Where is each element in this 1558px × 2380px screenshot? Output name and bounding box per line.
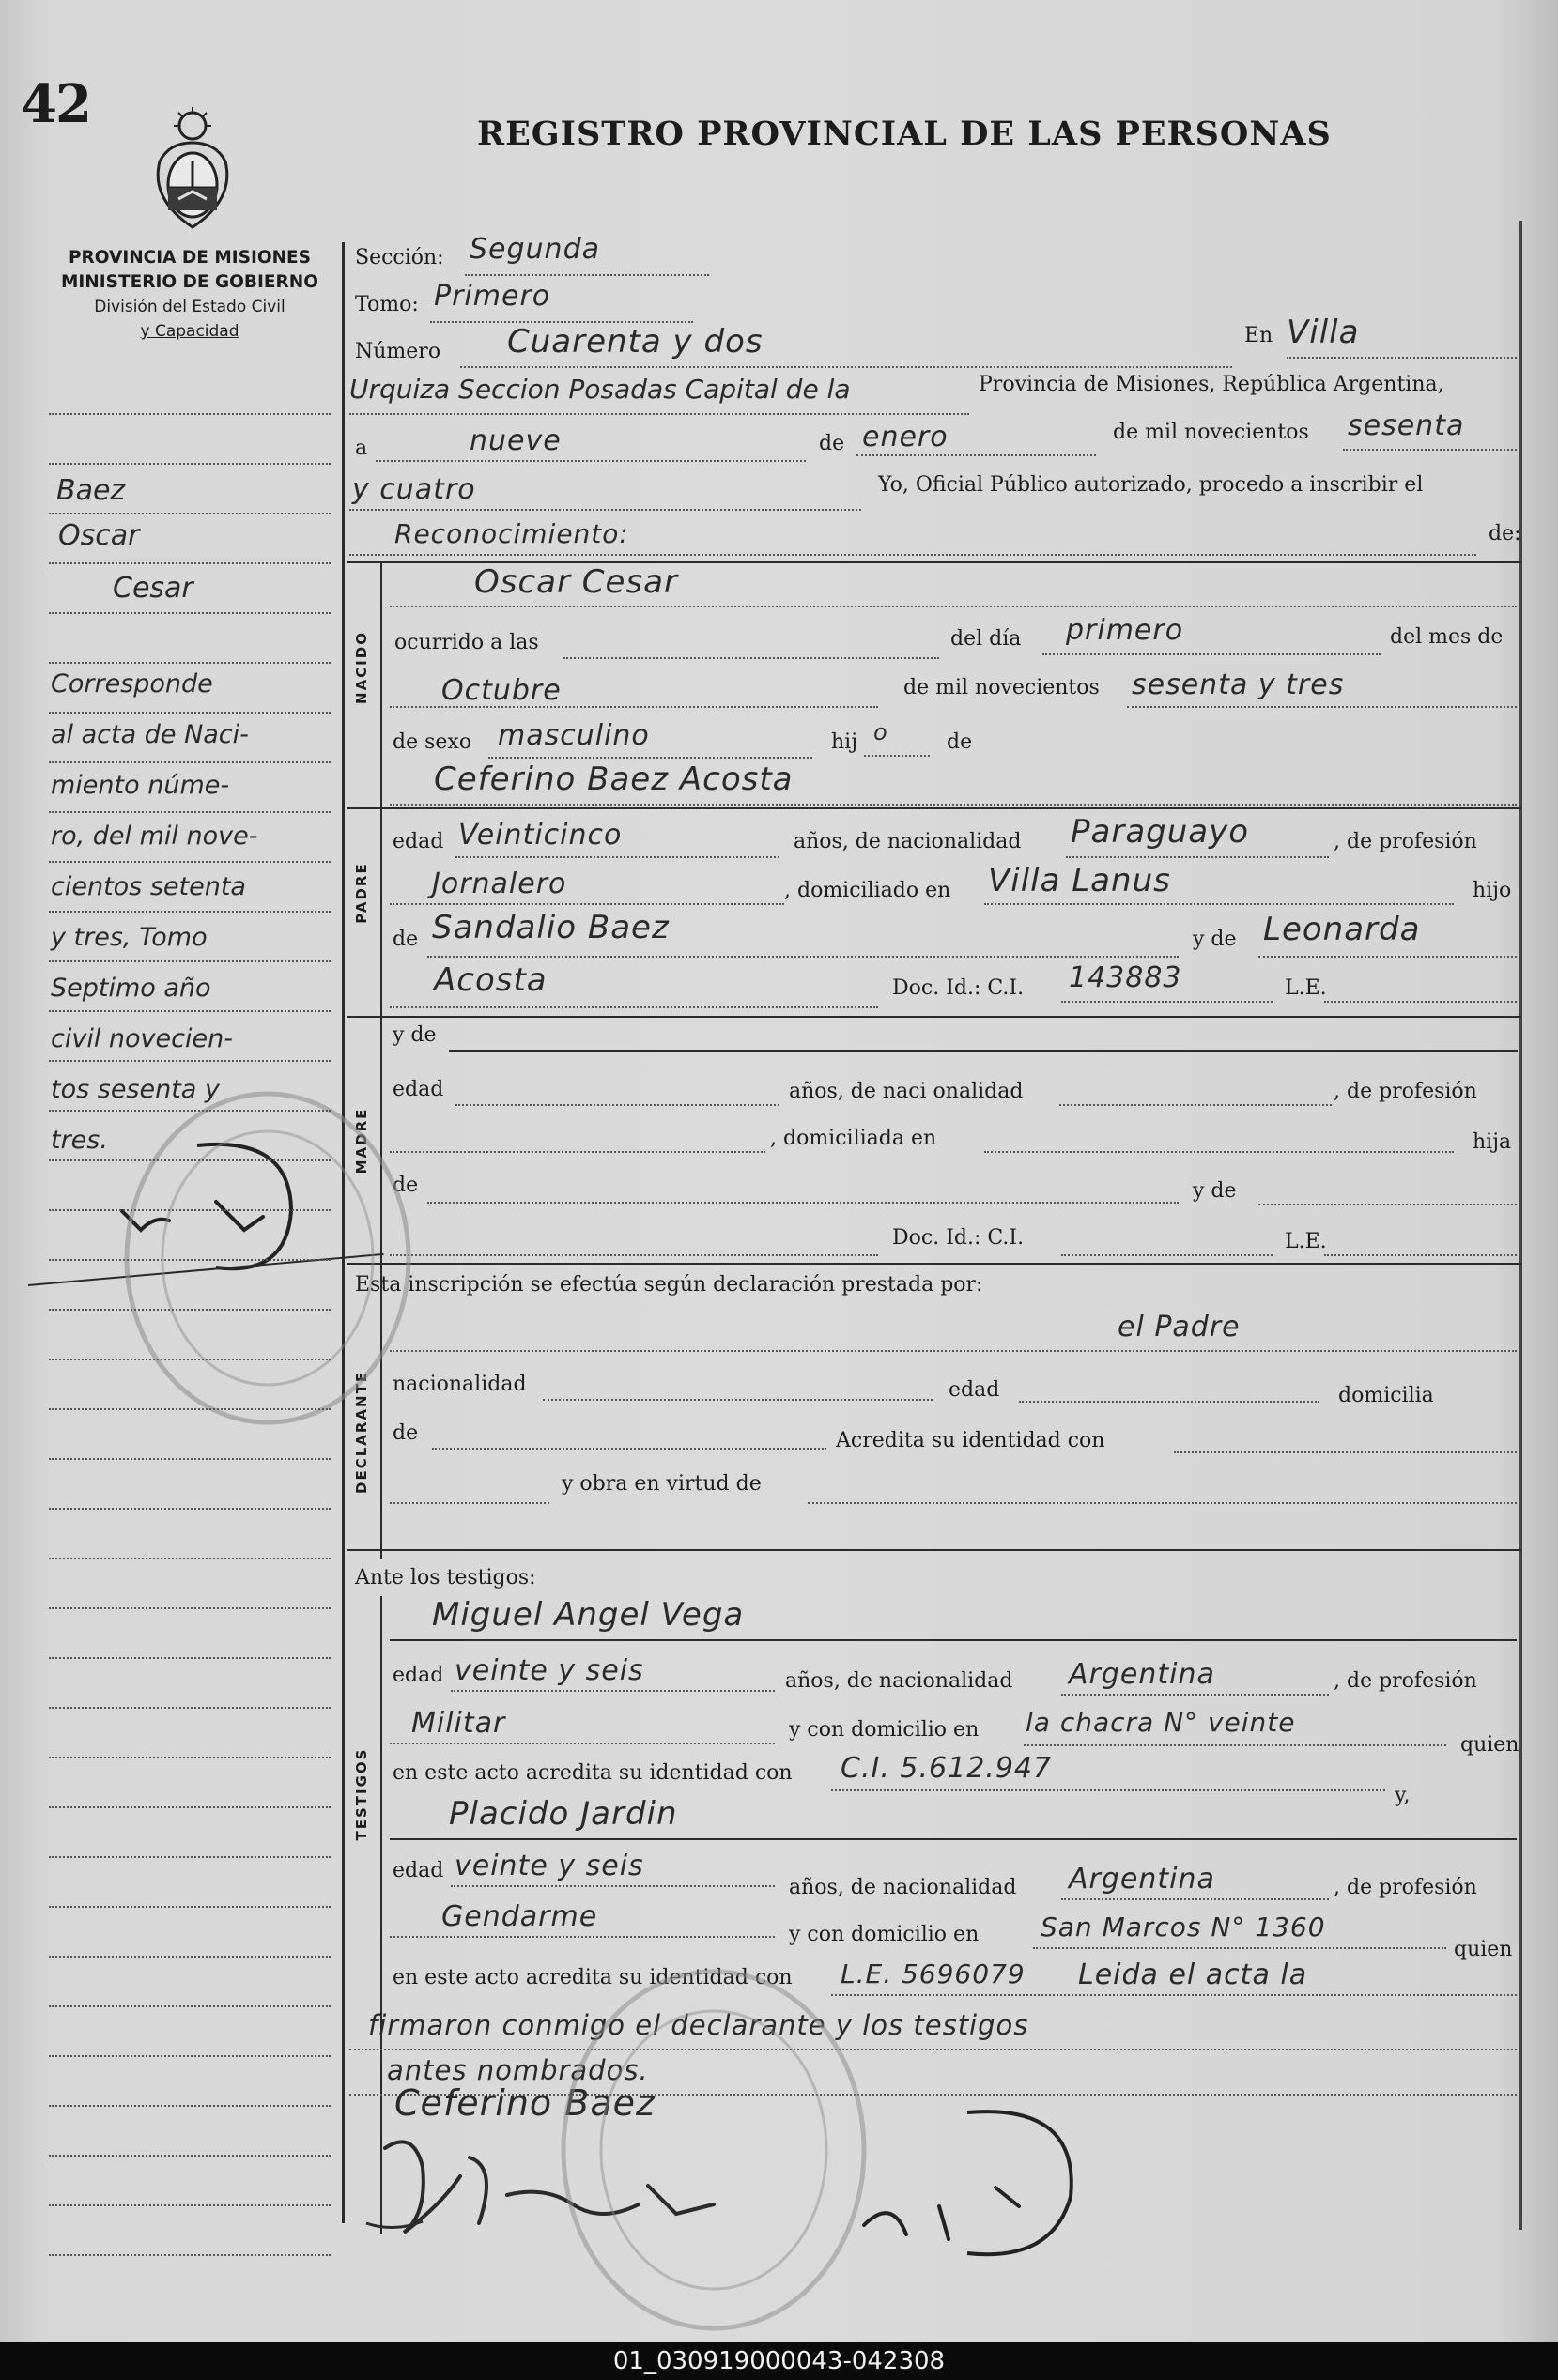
field-line-solid [449,1050,1518,1052]
t1-nac-value: Argentina [1069,1658,1215,1691]
page-title: REGISTRO PROVINCIAL DE LAS PERSONAS [477,115,1332,153]
t2-dom-value: San Marcos N° 1360 [1041,1912,1326,1942]
testigos-label: Ante los testigos: [355,1566,536,1589]
madre-yde-label-2: y de [1193,1179,1237,1203]
margin-line [49,612,331,614]
t2-prof-label: , de profesión [1334,1876,1477,1899]
field-line [543,1399,933,1401]
margin-line [49,1209,331,1211]
margin-line [49,2105,331,2107]
margin-line [49,1408,331,1410]
madre-yde-label: y de [393,1023,437,1047]
t2-acredita-label: en este acto acredita su identidad con [393,1966,793,1989]
madre-edad-label: edad [393,1078,444,1101]
field-line [390,1151,765,1153]
margin-line [49,1309,331,1311]
field-line [1019,1401,1319,1403]
padre-yde-label: y de [1193,928,1237,951]
section-separator [347,1549,1521,1551]
t1-acredita-label: en este acto acredita su identidad con [393,1761,793,1785]
field-line [390,1743,775,1744]
margin-note: tres. [51,1126,108,1155]
decl-nac-label: nacionalidad [393,1373,527,1396]
madre-hija-label: hija [1473,1130,1512,1154]
margin-line [49,2005,331,2007]
field-line-solid [390,1838,1517,1840]
margin-line [49,1060,331,1062]
side-label-testigos: TESTIGOS [353,1747,370,1841]
de-label-2: de [947,730,973,754]
t1-nac-label: años, de nacionalidad [785,1669,1013,1693]
field-line [563,657,939,659]
declaracion-label: Esta inscripción se efectúa según declaración prestada por: [355,1273,983,1297]
hij-label: hij [831,730,858,754]
anio-value-2: y cuatro [352,473,476,506]
margin-line [49,861,331,863]
padre-prof-value: Jornalero [432,868,567,900]
t1-prof-value: Militar [411,1707,506,1740]
hij-suffix: o [873,719,888,745]
declarante-value: el Padre [1118,1311,1241,1344]
t2-nac-value: Argentina [1069,1863,1215,1896]
margin-line [49,1856,331,1858]
side-label-nacido: NACIDO [353,631,370,704]
field-line [1258,956,1517,958]
tomo-label: Tomo: [355,293,419,316]
field-line [1174,1451,1517,1453]
field-line [390,1502,549,1504]
margin-note: y tres, Tomo [51,923,208,952]
a-label: a [355,437,368,460]
margin-line [49,1657,331,1659]
field-line [808,1502,1517,1504]
margin-line [49,662,331,664]
de-mil-label: de mil novecientos [1113,421,1309,444]
madre-dom-label: , domiciliada en [770,1127,937,1150]
field-line [451,1690,775,1692]
t2-prof-value: Gendarme [441,1900,598,1933]
padre-doc-label: Doc. Id.: C.I. [892,976,1025,1000]
padre-de-label: de [393,928,419,951]
margin-line [49,1359,331,1360]
en-value: Villa [1287,314,1360,351]
field-line [1059,1104,1332,1106]
margin-note: Oscar [58,519,140,552]
ocurrido-label: ocurrido a las [394,631,539,654]
field-line [390,1006,878,1008]
numero-value: Cuarenta y dos [507,323,764,361]
cierre-3: antes nombrados. [387,2054,649,2086]
section-separator [347,1016,1521,1018]
field-line [349,509,861,511]
margin-line [49,1458,331,1460]
margin-note: Cesar [113,572,193,605]
sexo-label: de sexo [393,730,472,754]
side-label-padre: PADRE [353,862,370,924]
field-line [390,804,1517,806]
t1-dom-value: la chacra N° veinte [1026,1707,1296,1738]
margin-note: ro, del mil nove- [51,821,258,851]
margin-line [49,1010,331,1012]
margin-line [49,911,331,913]
t2-edad-value: veinte y seis [455,1850,644,1882]
provincia-label: Provincia de Misiones, República Argentina, [979,373,1444,396]
seccion-value: Segunda [470,233,600,266]
field-line [465,274,709,276]
en-label: En [1244,324,1273,347]
field-line [488,757,812,759]
margin-note: Baez [56,474,126,507]
padre-prof-label: , de profesión [1334,830,1477,853]
field-line [1066,856,1329,858]
dia-value: nueve [470,424,562,457]
folio-number: 42 [21,73,90,135]
madre-prof-label: , de profesión [1334,1080,1477,1103]
margin-line [49,1607,331,1609]
field-line [1287,357,1517,359]
decl-acredita-label: Acredita su identidad con [836,1429,1105,1452]
lugar-value: Urquiza Seccion Posadas Capital de la [349,374,851,405]
abuela-value: Leonarda [1263,911,1421,948]
field-line [427,1202,1179,1204]
field-line-solid [390,1639,1517,1641]
field-line [432,1448,826,1450]
field-line [1343,449,1517,451]
field-line [1061,1001,1273,1003]
margin-line [49,1110,331,1112]
field-line [390,1350,1517,1352]
field-line [1061,1254,1273,1256]
madre-nac-label: años, de naci onalidad [789,1080,1024,1103]
field-line [1061,1694,1329,1696]
margin-line [49,811,331,813]
field-line [451,1885,775,1887]
padre-dom-label: , domiciliado en [784,879,951,902]
del-mes-label: del mes de [1390,625,1504,649]
ministry-name: MINISTERIO DE GOBIERNO [61,272,318,292]
margin-line [49,712,331,714]
field-line [1061,1898,1329,1900]
field-line [427,956,1179,958]
t2-dom-label: y con domicilio en [789,1923,980,1946]
registry-stamp-icon-lower [545,1953,883,2347]
margin-line [49,960,331,962]
field-line [460,366,1232,368]
cierre-2: firmaron conmigo el declarante y los testigos [368,2009,1029,2041]
margin-line [49,2055,331,2057]
t1-prof-label: , de profesión [1334,1669,1477,1693]
padre-edad-value: Veinticinco [458,819,623,852]
field-line [856,454,1096,456]
testigo2-nombre: Placido Jardin [449,1795,678,1833]
field-line [376,460,806,462]
t2-edad-label: edad [393,1859,444,1882]
tipo-value: Reconocimiento: [394,518,629,549]
field-line [984,903,1454,905]
ministry-block [49,246,331,344]
division-line-2: y Capacidad [140,322,239,341]
division-line-1: División del Estado Civil [94,298,285,316]
t1-quien-label: quien [1460,1733,1519,1757]
madre-doc-label: Doc. Id.: C.I. [892,1226,1025,1250]
margin-line [49,1259,331,1261]
decl-obra-label: y obra en virtud de [562,1472,762,1496]
section-separator [347,807,1521,809]
footer-filename: 01_030919000043-042308 [0,2342,1558,2380]
field-line [1024,1744,1446,1746]
t2-quien-label: quien [1454,1938,1513,1961]
margin-line [49,1757,331,1758]
field-line [455,1104,779,1106]
margin-line [49,413,331,415]
t1-edad-label: edad [393,1664,444,1687]
numero-label: Número [355,340,441,363]
margin-line [49,1956,331,1958]
anio-value-1: sesenta [1348,409,1465,442]
firma-declarante: Ceferino Baez [394,2082,656,2124]
side-label-declarante: DECLARANTE [353,1370,370,1494]
testigo1-nombre: Miguel Angel Vega [432,1596,745,1634]
cierre-1: Leida el acta la [1078,1958,1308,1991]
margin-note: al acta de Naci- [51,720,249,749]
field-line [349,413,969,415]
padre-ci-value: 143883 [1069,961,1182,994]
margin-line [49,2204,331,2206]
de-mil-label-2: de mil novecientos [903,676,1100,699]
section-separator [347,1263,1521,1265]
margin-line [49,513,331,514]
abuelo-value: Sandalio Baez [432,909,670,946]
province-name: PROVINCIA DE MISIONES [68,248,312,268]
field-line [1033,1947,1446,1949]
t2-doc-value: L.E. 5696079 [841,1958,1026,1989]
field-line [1042,653,1381,655]
field-line [390,706,878,708]
decl-en-label: de [393,1421,419,1445]
margin-line [49,1508,331,1510]
padre-nac-label: años, de nacionalidad [794,830,1022,853]
field-line [864,755,930,757]
madre-de-label: de [393,1174,419,1197]
t1-ci-value: C.I. 5.612.947 [841,1752,1053,1785]
padre-dom-value: Villa Lanus [988,862,1171,899]
seccion-label: Sección: [355,246,444,269]
field-line [1324,1254,1517,1256]
margin-line [49,562,331,564]
margin-line [49,761,331,763]
field-line [1324,1001,1517,1003]
t2-nac-label: años, de nacionalidad [789,1876,1017,1899]
dia-nac-value: primero [1066,614,1184,647]
registry-stamp-icon [113,1080,423,1436]
padre-nac-value: Paraguayo [1071,813,1250,851]
margin-line [49,2155,331,2157]
coat-of-arms-icon [141,105,244,237]
side-label-madre: MADRE [353,1107,370,1175]
field-line [831,1789,1385,1791]
abuela-value-2: Acosta [434,961,548,999]
field-line [455,856,779,858]
sexo-value: masculino [498,719,650,752]
mes-nac-value: Octubre [441,674,562,707]
margin-line [49,1707,331,1709]
padre-hijo-label: hijo [1473,879,1512,902]
field-line [1258,1204,1517,1205]
t1-y-label: y, [1395,1784,1411,1807]
anio-nac-value: sesenta y tres [1132,668,1345,701]
nacido-nombre: Oscar Cesar [474,563,678,601]
margin-note: tos sesenta y [51,1075,220,1104]
t1-dom-label: y con domicilio en [789,1718,980,1742]
field-line [390,903,784,905]
margin-line [49,1806,331,1808]
field-line [390,1254,878,1256]
field-line [831,1994,1517,1996]
padre-le-label: L.E. [1285,976,1327,1000]
tomo-value: Primero [434,280,551,313]
field-line [349,554,1476,556]
margin-note: civil novecien- [51,1024,233,1053]
margin-note: cientos setenta [51,872,246,901]
margin-line [49,1159,331,1161]
margin-line [49,2254,331,2256]
margin-line [49,463,331,465]
t1-edad-value: veinte y seis [455,1654,644,1687]
padre-nombre: Ceferino Baez Acosta [434,760,794,798]
yo-oficial-label: Yo, Oficial Público autorizado, procedo a inscribir el [878,473,1424,497]
margin-note: miento núme- [51,771,230,800]
decl-domicilia-label: domicilia [1338,1384,1434,1407]
de-label: de [819,432,845,455]
margin-note: Septimo año [51,974,211,1003]
mes-value: enero [862,421,949,453]
margin-line [49,1558,331,1559]
de-colon-label: de: [1489,522,1521,545]
del-dia-label: del día [950,627,1022,651]
field-line [349,2049,1517,2050]
field-line [390,606,1517,607]
padre-edad-label: edad [393,830,444,853]
field-line [1127,706,1517,708]
madre-le-label: L.E. [1285,1230,1327,1253]
margin-line [49,1906,331,1908]
margin-note: Corresponde [51,669,213,699]
field-line [984,1151,1454,1153]
decl-edad-label: edad [949,1378,1000,1402]
field-line [390,1936,775,1938]
